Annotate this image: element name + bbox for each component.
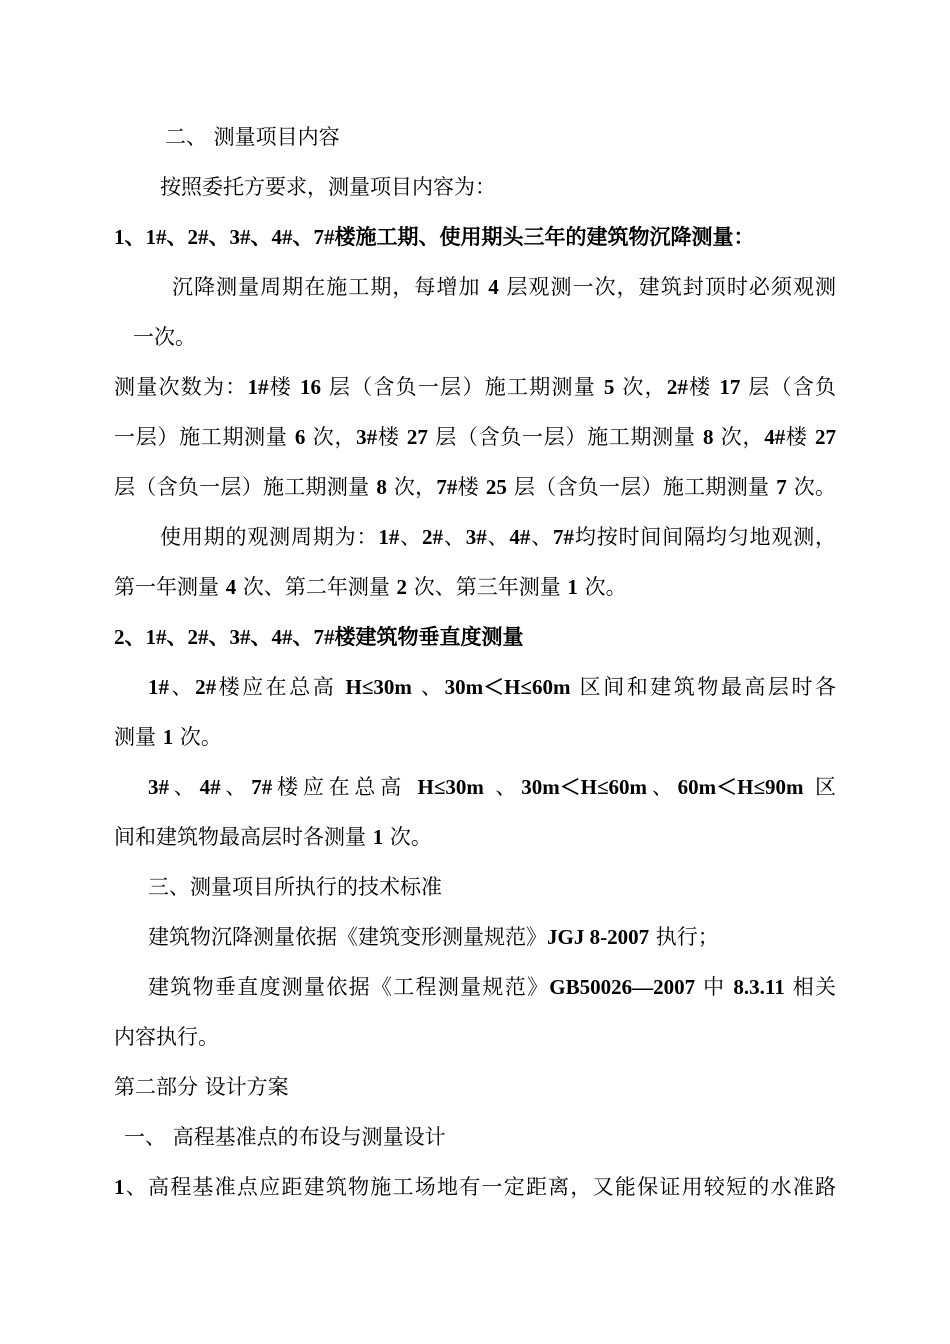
paragraph-line: 建筑物沉降测量依据《建筑变形测量规范》JGJ 8-2007 执行；	[148, 925, 719, 949]
section-heading-3: 三、测量项目所执行的技术标准	[148, 875, 442, 899]
section-heading-1: 一、 高程基准点的布设与测量设计	[124, 1125, 446, 1149]
paragraph-line: 一次。	[133, 325, 196, 349]
paragraph-line: 层（含负一层）施工期测量 8 次，7#楼 25 层（含负一层）施工期测量 7 次。	[114, 475, 836, 499]
paragraph-line: 建筑物垂直度测量依据《工程测量规范》GB50026—2007 中 8.3.11 相关	[148, 975, 836, 999]
list-item-1: 1、1#、2#、3#、4#、7#楼施工期、使用期头三年的建筑物沉降测量：	[114, 224, 755, 249]
paragraph-line: 内容执行。	[114, 1025, 219, 1049]
paragraph-line: 测量次数为：1#楼 16 层（含负一层）施工期测量 5 次，2#楼 17 层（含负	[114, 375, 837, 399]
paragraph-line: 一层）施工期测量 6 次，3#楼 27 层（含负一层）施工期测量 8 次，4#楼 27	[114, 425, 836, 449]
paragraph-line: 测量 1 次。	[114, 725, 222, 749]
list-item-2: 2、1#、2#、3#、4#、7#楼建筑物垂直度测量	[114, 624, 524, 649]
paragraph-line: 按照委托方要求，测量项目内容为：	[160, 175, 496, 199]
paragraph-line: 1、高程基准点应距建筑物施工场地有一定距离，又能保证用较短的水准路	[114, 1175, 836, 1199]
paragraph-line: 1#、2#楼应在总高 H≤30m 、30m＜H≤60m 区间和建筑物最高层时各	[148, 675, 836, 699]
paragraph-line: 间和建筑物最高层时各测量 1 次。	[114, 825, 432, 849]
paragraph-line: 使用期的观测周期为：1#、2#、3#、4#、7#均按时间间隔均匀地观测，	[160, 525, 837, 549]
paragraph-line: 沉降测量周期在施工期，每增加 4 层观测一次，建筑封顶时必须观测	[172, 275, 836, 299]
part-heading: 第二部分 设计方案	[114, 1075, 289, 1099]
paragraph-line: 第一年测量 4 次、第二年测量 2 次、第三年测量 1 次。	[114, 575, 627, 599]
section-heading-2: 二、 测量项目内容	[165, 125, 340, 149]
paragraph-line: 3#、4#、7#楼应在总高 H≤30m 、30m＜H≤60m、60m＜H≤90m 区	[148, 775, 836, 799]
